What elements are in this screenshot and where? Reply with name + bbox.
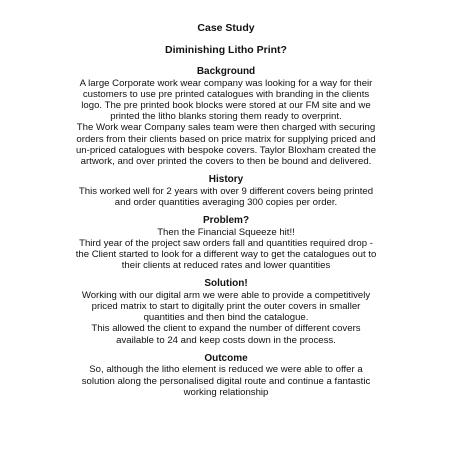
- section-solution: [14, 278, 438, 346]
- paragraph-line: Third year of the project saw orders fall and quantities required drop -: [79, 237, 373, 249]
- paragraph-line: and order quantities averaging 300 copies per order.: [114, 196, 338, 208]
- section-heading: History: [208, 174, 244, 186]
- paragraph-line: available to 24 and keep costs down in the process.: [116, 334, 336, 346]
- section-background: [14, 66, 438, 167]
- paragraph-line: This allowed the client to expand the number of different covers: [91, 323, 361, 335]
- paragraph-line: Working with our digital arm we were able to provide a competitively: [81, 289, 371, 301]
- paragraph-line: artwork, and over printed the covers to then be bound and delivered.: [80, 155, 372, 167]
- paragraph-line: The Work wear Company sales team were then charged with securing: [76, 122, 376, 134]
- document-subtitle: Diminishing Litho Print?: [165, 44, 287, 56]
- section-heading: Background: [196, 66, 256, 77]
- paragraph-line: orders from their clients based on price matrix for supplying priced and: [76, 133, 376, 145]
- paragraph-line: Then the Financial Squeeze hit!!: [157, 226, 295, 238]
- paragraph-line: the Client started to look for a different way to get the catalogues out to: [75, 248, 377, 260]
- paragraph-line: solution along the personalised digital route and continue a fantastic: [81, 375, 371, 387]
- section-heading: Problem?: [202, 215, 250, 227]
- paragraph-line: un-priced catalogues with bespoke covers. Taylor Bloxham created the: [75, 144, 377, 156]
- paragraph-line: logo. The pre printed book blocks were stored at our FM site and we: [81, 99, 371, 111]
- paragraph-line: their clients at reduced rates and lower quantities: [121, 260, 331, 272]
- section-heading: Solution!: [204, 278, 248, 290]
- section-heading: Outcome: [204, 352, 248, 364]
- document-title: Case Study: [197, 22, 255, 34]
- section-outcome: [14, 353, 438, 398]
- paragraph-line: customers to use pre printed catalogues with branding in the clients: [82, 88, 370, 100]
- paragraph-line: quantities and then bind the catalogue.: [143, 312, 309, 324]
- section-history: [14, 174, 438, 208]
- paragraph-line: working relationship: [183, 386, 269, 398]
- paragraph-line: So, although the litho element is reduced we were able to offer a: [89, 364, 363, 376]
- paragraph-line: A large Corporate work wear company was looking for a way for their: [79, 77, 373, 89]
- paragraph-line: This worked well for 2 years with over 9 different covers being printed: [78, 185, 374, 197]
- paragraph-line: printed the litho blanks storing them ready to overprint.: [110, 111, 342, 123]
- paragraph-line: priced matrix to start to digitally print the outer covers in smaller: [91, 301, 361, 313]
- section-problem: [14, 215, 438, 271]
